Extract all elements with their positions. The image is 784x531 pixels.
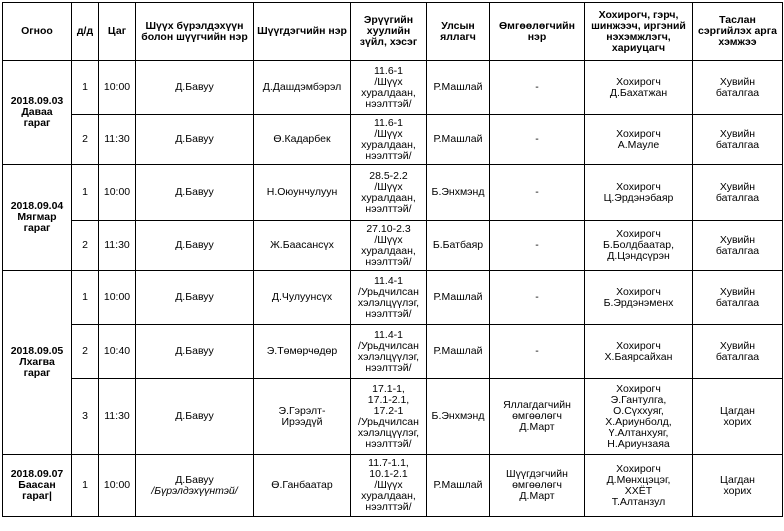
table-row <box>3 165 783 221</box>
table-row <box>3 115 783 165</box>
row-num: 2 <box>72 325 99 379</box>
row-time: 10:00 <box>99 271 136 325</box>
row-num: 1 <box>72 61 99 115</box>
row-time: 10:00 <box>99 165 136 221</box>
row-defender: - <box>490 221 585 271</box>
header-num: д/д <box>72 3 99 61</box>
header-prosecutor: Улсын яллагч <box>427 3 490 61</box>
row-victims: Хохирогч А.Мауле <box>585 115 693 165</box>
row-defendant: Ө.Кадарбек <box>254 115 351 165</box>
row-victims: Хохирогч Д.Бахатжан <box>585 61 693 115</box>
row-law: 11.7-1.1, 10.1-2.1 /Шүүх хуралдаан, нээлттэй/ <box>351 455 427 517</box>
row-num: 1 <box>72 455 99 517</box>
row-prosecutor: Р.Машлай <box>427 115 490 165</box>
row-prosecutor: Б.Энхмэнд <box>427 379 490 455</box>
row-prosecutor: Р.Машлай <box>427 455 490 517</box>
row-num: 3 <box>72 379 99 455</box>
row-defender: Яллагдагчийн өмгөөлөгч Д.Март <box>490 379 585 455</box>
row-defendant: Ө.Ганбаатар <box>254 455 351 517</box>
row-victims: Хохирогч Д.Мөнхцэцэг, ХХЁТ Т.Алтанзул <box>585 455 693 517</box>
row-num: 1 <box>72 271 99 325</box>
row-law: 11.6-1 /Шүүх хуралдаан, нээлттэй/ <box>351 61 427 115</box>
row-defender: - <box>490 325 585 379</box>
row-judge-note: /Бүрэлдэхүүнтэй/ <box>151 484 238 497</box>
row-law: 11.4-1 /Урьдчилсан хэлэлцүүлэг, нээлттэй/ <box>351 325 427 379</box>
row-prosecutor: Р.Машлай <box>427 271 490 325</box>
row-num: 2 <box>72 115 99 165</box>
header-row <box>3 3 783 61</box>
row-judge: Д.Бавуу <box>136 271 254 325</box>
table-row <box>3 325 783 379</box>
row-defender: - <box>490 61 585 115</box>
row-judge: Д.Бавуу <box>136 61 254 115</box>
header-panel: Шүүх бүрэлдэхүүн болон шүүгчийн нэр <box>136 3 254 61</box>
row-judge: Д.Бавуу <box>136 115 254 165</box>
header-defender: Өмгөөлөгчийн нэр <box>490 3 585 61</box>
header-victims: Хохирогч, гэрч, шинжээч, иргэний нэхэмжлэгч, хариуцагч <box>585 3 693 61</box>
row-prosecutor: Р.Машлай <box>427 325 490 379</box>
row-judge: Д.Бавуу <box>136 379 254 455</box>
table-row <box>3 221 783 271</box>
row-defender: - <box>490 165 585 221</box>
table-row <box>3 379 783 455</box>
row-defendant: Д.Чулуунсүх <box>254 271 351 325</box>
row-time: 10:40 <box>99 325 136 379</box>
row-judge: Д.Бавуу <box>136 325 254 379</box>
row-defendant: Э.Төмөрчөдөр <box>254 325 351 379</box>
row-measure: Цагдан хорих <box>693 379 783 455</box>
row-prosecutor: Б.Батбаяр <box>427 221 490 271</box>
row-time: 11:30 <box>99 379 136 455</box>
row-judge-cell <box>136 455 254 517</box>
row-measure: Хувийн баталгаа <box>693 271 783 325</box>
row-measure: Хувийн баталгаа <box>693 61 783 115</box>
row-measure: Хувийн баталгаа <box>693 115 783 165</box>
row-judge: Д.Бавуу <box>175 473 214 486</box>
row-defendant: Н.Оюунчулуун <box>254 165 351 221</box>
row-prosecutor: Б.Энхмэнд <box>427 165 490 221</box>
row-victims: Хохирогч Б.Эрдэнэменх <box>585 271 693 325</box>
date-cell: 2018.09.04 Мягмар гараг <box>3 165 72 271</box>
table-row <box>3 61 783 115</box>
row-defendant: Э.Гэрэлт- Ирээдүй <box>254 379 351 455</box>
row-defender: - <box>490 115 585 165</box>
row-defender: Шүүгдэгчийн өмгөөлөгч Д.Март <box>490 455 585 517</box>
row-law: 11.6-1 /Шүүх хуралдаан, нээлттэй/ <box>351 115 427 165</box>
row-defendant: Ж.Баасансүх <box>254 221 351 271</box>
row-victims: Хохирогч Ц.Эрдэнэбаяр <box>585 165 693 221</box>
row-victims: Хохирогч Э.Гантулга, О.Сүххуяг, Х.Ариунболд, Ү.Алтанхуяг, Н.Ариунзаяа <box>585 379 693 455</box>
row-measure: Хувийн баталгаа <box>693 165 783 221</box>
table-row <box>3 271 783 325</box>
header-defendant: Шүүгдэгчийн нэр <box>254 3 351 61</box>
row-measure: Хувийн баталгаа <box>693 325 783 379</box>
court-schedule-table <box>2 2 783 517</box>
row-prosecutor: Р.Машлай <box>427 61 490 115</box>
date-cell: 2018.09.03 Даваа гараг <box>3 61 72 165</box>
row-num: 1 <box>72 165 99 221</box>
row-victims: Хохирогч Х.Баярсайхан <box>585 325 693 379</box>
row-defender: - <box>490 271 585 325</box>
header-law: Эрүүгийн хуулийн зүйл, хэсэг <box>351 3 427 61</box>
row-measure: Цагдан хорих <box>693 455 783 517</box>
row-law: 11.4-1 /Урьдчилсан хэлэлцүүлэг, нээлттэй/ <box>351 271 427 325</box>
row-judge: Д.Бавуу <box>136 221 254 271</box>
row-time: 10:00 <box>99 455 136 517</box>
header-time: Цаг <box>99 3 136 61</box>
row-num: 2 <box>72 221 99 271</box>
row-defendant: Д.Дашдэмбэрэл <box>254 61 351 115</box>
row-time: 10:00 <box>99 61 136 115</box>
row-time: 11:30 <box>99 115 136 165</box>
date-cell: 2018.09.05 Лхагва гараг <box>3 271 72 455</box>
row-time: 11:30 <box>99 221 136 271</box>
header-date: Огноо <box>3 3 72 61</box>
row-law: 17.1-1, 17.1-2.1, 17.2-1 /Урьдчилсан хэлэлцүүлэг, нээлттэй/ <box>351 379 427 455</box>
row-law: 27.10-2.3 /Шүүх хуралдаан, нээлттэй/ <box>351 221 427 271</box>
row-measure: Хувийн баталгаа <box>693 221 783 271</box>
row-judge: Д.Бавуу <box>136 165 254 221</box>
row-victims: Хохирогч Б.Болдбаатар, Д.Цэндсүрэн <box>585 221 693 271</box>
table-row <box>3 455 783 517</box>
row-law: 28.5-2.2 /Шүүх хуралдаан, нээлттэй/ <box>351 165 427 221</box>
date-cell: 2018.09.07 Баасан гараг| <box>3 455 72 517</box>
header-measure: Таслан сэргийлэх арга хэмжээ <box>693 3 783 61</box>
